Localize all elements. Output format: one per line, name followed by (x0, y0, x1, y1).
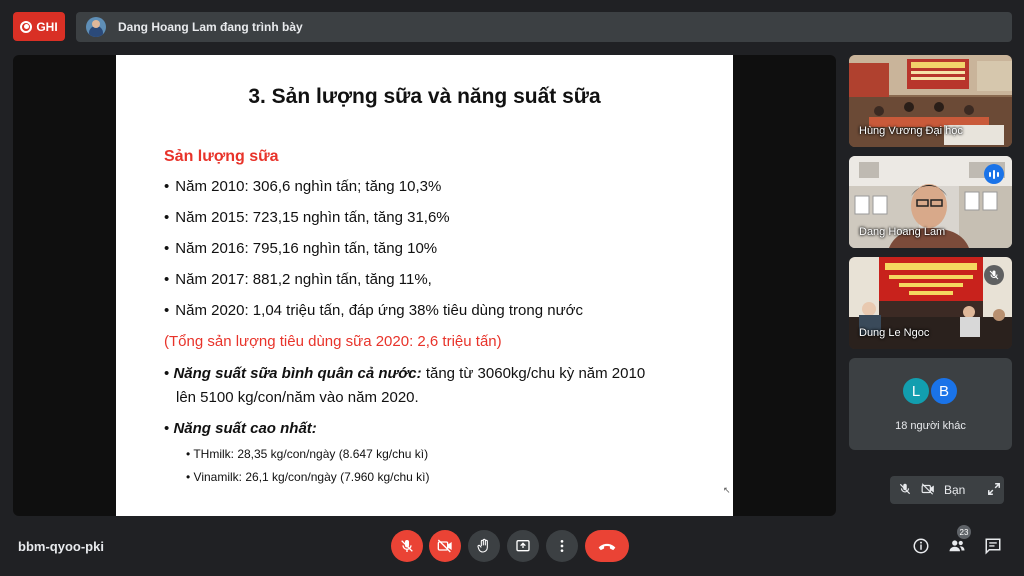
participant-name: Hùng Vương Đại học (859, 125, 963, 137)
slide-bullet: • Năm 2010: 306,6 nghìn tấn; tăng 10,3% (164, 178, 442, 195)
mic-off-icon (984, 265, 1004, 285)
slide-sub-bullet: • THmilk: 28,35 kg/con/ngày (8.647 kg/chu kì) (186, 447, 429, 461)
slide-bullet-top: • Năng suất cao nhất: (164, 420, 317, 437)
camera-off-icon (437, 538, 453, 554)
presentation-stage (13, 55, 836, 516)
others-count-label: 18 người khác (895, 420, 966, 432)
slide-bullet-average: • Năng suất sữa bình quân cả nước: tăng từ 3060kg/chu kỳ năm 2010 lên 5100 kg/con/năm vào năm 2020. (164, 365, 646, 406)
meeting-info-button[interactable] (909, 534, 933, 558)
shared-slide (116, 55, 733, 516)
more-options-button[interactable] (546, 530, 578, 562)
slide-bullet: • Năm 2015: 723,15 nghìn tấn, tăng 31,6% (164, 209, 450, 226)
end-call-icon (597, 540, 617, 552)
expand-icon[interactable] (987, 482, 1001, 499)
top-label: Năng suất cao nhất: (173, 420, 317, 437)
recording-badge[interactable] (13, 12, 65, 41)
raise-hand-button[interactable] (468, 530, 500, 562)
presenter-text: Dang Hoang Lam đang trình bày (118, 20, 303, 34)
self-view-bar[interactable] (890, 476, 1004, 504)
info-icon (912, 537, 930, 555)
speaking-indicator-icon (984, 164, 1004, 184)
participant-count-badge: 23 (957, 525, 971, 539)
leave-call-button[interactable] (585, 530, 629, 562)
more-vert-icon (554, 538, 570, 554)
participant-name: Dang Hoang Lam (859, 226, 946, 238)
cursor-icon: ↖ (723, 485, 731, 495)
slide-note: (Tổng sản lượng tiêu dùng sữa 2020: 2,6 triệu tấn) (164, 333, 502, 350)
slide-bullet: • Năm 2017: 881,2 nghìn tấn, tăng 11%, (164, 271, 432, 288)
avatar: B (929, 376, 959, 406)
slide-bullet: • Năm 2020: 1,04 triệu tấn, đáp ứng 38% tiêu dùng trong nước (164, 302, 583, 319)
participant-tile[interactable] (849, 55, 1012, 147)
mic-off-icon[interactable] (898, 482, 912, 499)
self-label: Bạn (944, 483, 966, 497)
slide-sub-bullet: • Vinamilk: 26,1 kg/con/ngày (7.960 kg/chu kì) (186, 470, 430, 484)
participant-name: Dung Le Ngoc (859, 327, 930, 339)
recording-label: GHI (36, 19, 58, 34)
meeting-code: bbm-qyoo-pki (18, 539, 104, 554)
chat-icon (984, 537, 1002, 555)
mic-off-icon (399, 538, 415, 554)
top-bar (0, 0, 1024, 52)
bottom-control-bar (0, 520, 1024, 576)
slide-section-heading: Sản lượng sữa (164, 148, 279, 165)
average-text-1: tăng từ 3060kg/chu kỳ năm 2010 (425, 365, 646, 382)
average-label: Năng suất sữa bình quân cả nước: (173, 365, 422, 382)
mic-toggle-button[interactable] (391, 530, 423, 562)
slide-title: 3. Sản lượng sữa và năng suất sữa (248, 85, 601, 108)
other-participants-tile[interactable] (849, 358, 1012, 450)
camera-toggle-button[interactable] (429, 530, 461, 562)
chat-button[interactable] (981, 534, 1005, 558)
presenter-bar[interactable] (76, 12, 1012, 42)
presenter-avatar (86, 17, 106, 37)
avatar: L (901, 376, 931, 406)
camera-off-icon[interactable] (920, 482, 936, 499)
average-text-2: lên 5100 kg/con/năm vào năm 2020. (176, 389, 419, 406)
present-button[interactable] (507, 530, 539, 562)
record-icon (20, 21, 32, 33)
participant-tile[interactable] (849, 257, 1012, 349)
present-icon (515, 538, 531, 554)
slide-bullet: • Năm 2016: 795,16 nghìn tấn, tăng 10% (164, 240, 438, 257)
raise-hand-icon (476, 538, 492, 554)
participant-tile[interactable] (849, 156, 1012, 248)
people-icon (948, 537, 966, 555)
